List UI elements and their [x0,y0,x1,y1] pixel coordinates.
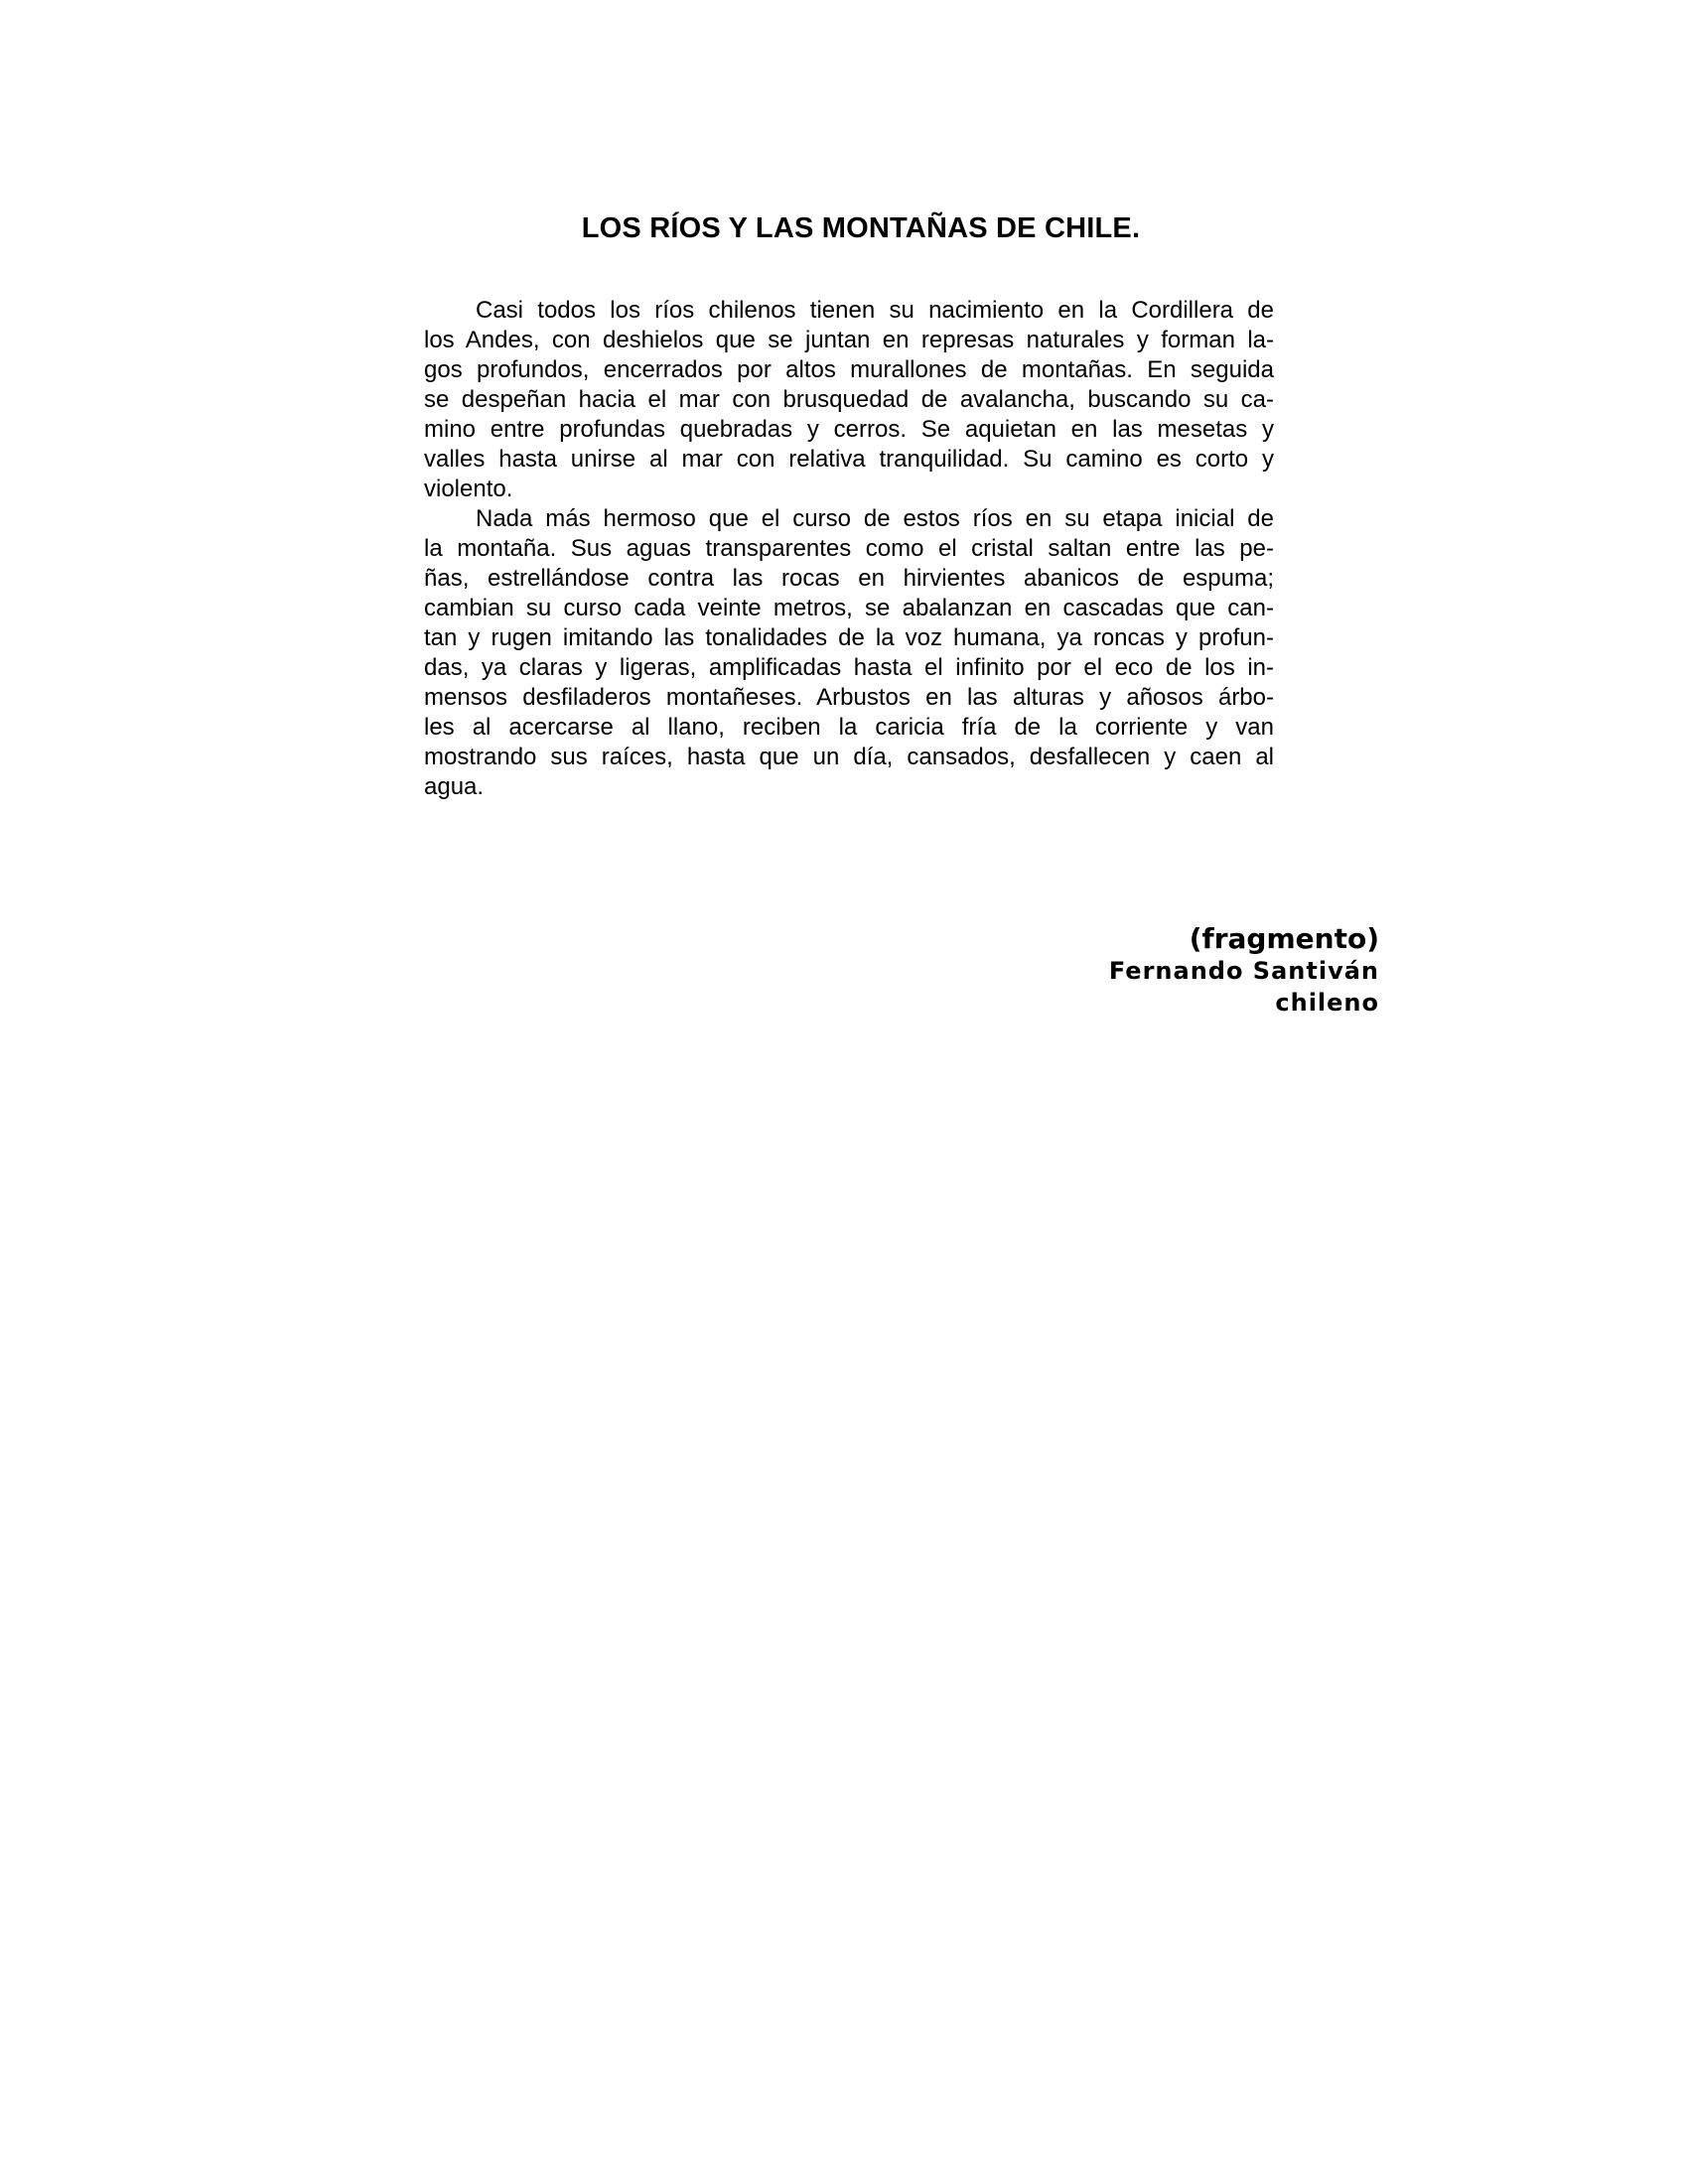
text-line: gos profundos, encerrados por altos murallones de montañas. En seguida [424,356,1274,383]
signature-block [1109,923,1379,1019]
text-line: los Andes, con deshielos que se juntan en represas naturales y forman la- [424,327,1274,353]
text-line: Casi todos los ríos chilenos tienen su nacimiento en la Cordillera de [476,297,1274,324]
text-line: mostrando sus raíces, hasta que un día, cansados, desfallecen y caen al [424,744,1274,770]
text-line: mino entre profundas quebradas y cerros. Se aquietan en las mesetas y [424,416,1274,443]
text-line: tan y rugen imitando las tonalidades de la voz humana, ya roncas y profun- [424,624,1274,651]
text-line: se despeñan hacia el mar con brusquedad de avalancha, buscando su ca- [424,386,1274,413]
document-body [424,296,1274,802]
text-line: la montaña. Sus aguas transparentes como el cristal saltan entre las pe- [424,535,1274,562]
document-title: LOS RÍOS Y LAS MONTAÑAS DE CHILE. [581,212,1141,244]
author-nationality: chileno [1275,989,1379,1017]
text-line: violento. [424,476,513,502]
text-line: das, ya claras y ligeras, amplificadas hasta el infinito por el eco de los in- [424,654,1274,681]
text-line: agua. [424,773,485,800]
paragraph-2 [424,504,1274,802]
text-line: les al acercarse al llano, reciben la caricia fría de la corriente y van [424,714,1274,741]
text-line: mensos desfiladeros montañeses. Arbustos en las alturas y añosos árbo- [424,684,1274,711]
paragraph-1 [424,296,1274,504]
text-line: Nada más hermoso que el curso de estos ríos en su etapa inicial de [476,505,1274,532]
text-line: ñas, estrellándose contra las rocas en hirvientes abanicos de espuma; [424,565,1274,592]
text-line: cambian su curso cada veinte metros, se abalanzan en cascadas que can- [424,595,1274,621]
fragment-note: (fragmento) [1189,922,1379,955]
text-line: valles hasta unirse al mar con relativa tranquilidad. Su camino es corto y [424,446,1274,473]
author-name: Fernando Santiván [1108,957,1379,985]
